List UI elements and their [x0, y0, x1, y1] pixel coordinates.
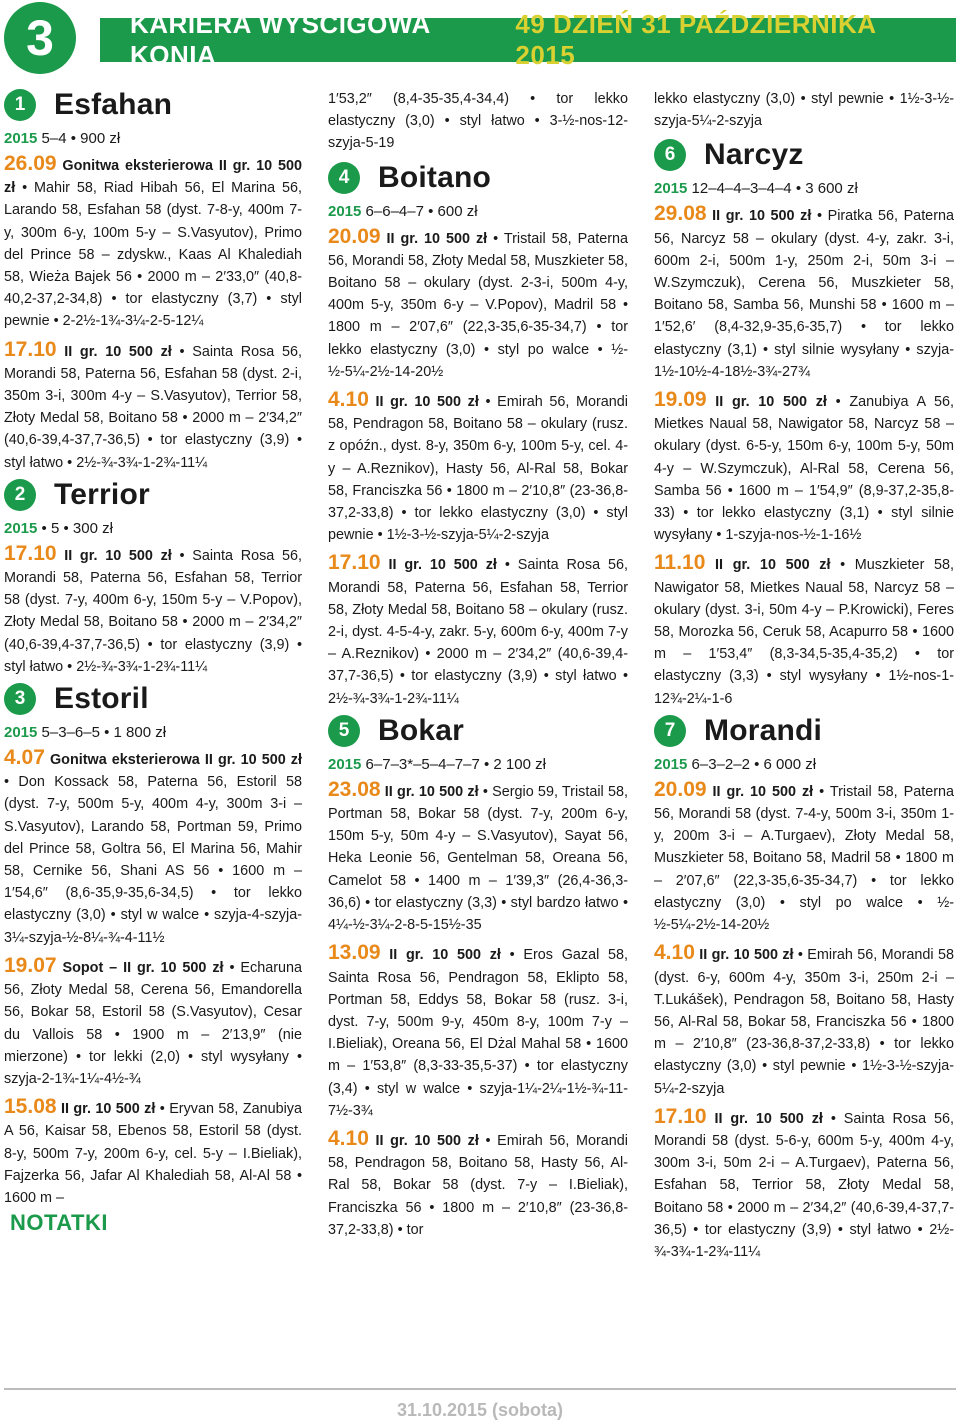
notes-label: NOTATKI	[10, 1210, 108, 1235]
horse-stats	[654, 756, 954, 773]
stats-text: 5–4 • 900 zł	[37, 130, 121, 147]
horse-stats	[4, 130, 302, 147]
race-header: II gr. 10 500 zł	[380, 783, 479, 800]
stats-text: 5–3–6–5 • 1 800 zł	[37, 724, 167, 742]
stats-year: 2015	[654, 180, 688, 198]
race-text: • Sainta Rosa 56, Morandi 58, Paterna 56, Esfahan 58 (dyst. 2-i, 350m 3-i, 300m 4-y – S.Vasyutov), Terrior 58, Złoty Medal 58, Boitano 58 • 2000 m – 2′34,2″ (40,6-39,4-37,7-36,5) • tor elastyczny (3,9) • styl łatwo • 2½-¾-3¾-1-2¾-11¼	[4, 343, 303, 471]
race-text: • Tristail 58, Paterna 56, Morandi 58 (dyst. 7-4-y, 500m 3-i, 350m 1-y, 200m 3-i – A.Turgaev), Złoty Medal 58, Muszkieter 58, Boitano 58, Madril 58 • 1800 m – 2′07,6″ (22,3-35,6-35-34,7) • tor lekko elastyczny (3,0) • styl po walce • ½-½-5¼-2½-14-20½	[654, 783, 955, 934]
race-header: II gr. 10 500 zł	[380, 947, 501, 964]
race-header: Sopot – II gr. 10 500 zł	[56, 959, 224, 976]
stats-year: 2015	[4, 130, 38, 147]
page-number: 3	[26, 10, 54, 66]
stats-year: 2015	[654, 755, 688, 773]
race-date: 17.10	[4, 541, 57, 565]
horse-header	[4, 682, 302, 716]
stats-year: 2015	[4, 724, 38, 742]
race-entry	[654, 779, 954, 936]
race-entry	[328, 389, 628, 546]
horse-name: Morandi	[704, 713, 823, 747]
race-date: 4.10	[328, 1126, 369, 1150]
race-text: • Don Kossack 58, Paterna 56, Estoril 58 (dyst. 7-y, 500m 5-y, 400m 4-y, 300m 3-i – S.Vasyutov), Larando 58, Portman 59, Primo del Prince 58, Goltra 56, El Marina 56, Mahir 58, Cernike 56, Shani AS 56 • 1600 m – 1′54,6″ (8,6-35,9-35,6-34,5) • tor lekko elastyczny (3,0) • styl w walce • szyja-4-szyja-3¼-szyja-½-8¼-¾-4-11½	[4, 774, 302, 946]
stats-text: • 5 • 300 zł	[37, 519, 113, 537]
horse-name: Boitano	[378, 160, 492, 194]
stats-text: 6–3–2–2 • 6 000 zł	[687, 755, 817, 773]
race-date: 4.10	[328, 388, 369, 412]
race-entry	[4, 1096, 302, 1209]
race-text: • Muszkieter 58, Nawigator 58, Mietkes Naual 58, Narcyz 58 – okulary (dyst. 3-i, 50m 4-y – P.Krowicki), Feres 58, Morozka 56, Ceruk 58, Acapurro 58 • 1600 m – 1′53,4″ (8,3-34,5-35,4-35,2) • tor elastyczny (3,3) • styl wysyłany • 1½-nos-1-12¾-2¼-1-6	[654, 557, 955, 707]
race-text: • Zanubiya A 56, Mietkes Naual 58, Nawigator 58, Narcyz 58 – okulary (dyst. 6-5-y, 150m 6-y, 100m 5-y, 50m 4-y – W.Szymczuk), Al-Ral 58, Cerena 56, Samba 56 • 1600 m – 1′54,9″ (8,9-37,2-35,8-33) • tor lekko elastyczny (3,1) • styl silnie wysyłany • 1-szyja-nos-½-1-16½	[654, 394, 954, 544]
race-text: • Piratka 56, Paterna 56, Narcyz 58 – okulary (dyst. 4-y, zakr. 3-i, 600m 2-i, 500m 1-y, 250m 2-i, 50m 3-i – W.Szymczuk), Cerena 56, Muszkieter 58, Boitano 58, Samba 56, Munshi 58 • 1600 m – 1′52,6′ (8,4-32,9-35,6-35,7) • tor lekko elastyczny (3,1) • styl silnie wysyłany • szyja-1½-10½-4-18½-3¾-27¾	[654, 208, 954, 380]
race-date: 23.08	[328, 777, 381, 801]
race-entry	[328, 1128, 628, 1241]
horse-number: 5	[328, 715, 360, 747]
race-entry	[4, 543, 302, 678]
horse-header	[4, 478, 302, 512]
horse-number: 4	[328, 162, 360, 194]
race-entry	[654, 1106, 954, 1263]
race-date: 17.10	[654, 1104, 707, 1128]
header-bar	[100, 9, 956, 70]
horse-header	[328, 714, 628, 748]
race-entry	[328, 779, 628, 936]
horse-stats	[654, 180, 954, 197]
header-title: KARIERA WYŚCIGOWA KONIA	[130, 9, 430, 70]
race-text: • Sainta Rosa 56, Morandi 58, Paterna 56, Esfahan 58, Terrior 58, Złoty Medal 58, Boitano 58 – okulary (rusz. 2-i, dyst. 4-5-4-y, zakr. 5-y, 600m 6-y, 400m 7-y – A.Reznikov) • 2000 m – 2′34,2″ (40,6-39,4-37,7-36,5) • tor elastyczny (3,9) • styl łatwo • 2½-¾-3¾-1-2¾-11¼	[328, 557, 629, 707]
race-date: 17.10	[328, 551, 381, 575]
continuation-text: 1′53,2″ (8,4-35-35,4-34,4) • tor lekko elastyczny (3,0) • styl łatwo • 3-½-nos-12-szyja-5-19	[328, 91, 628, 152]
race-entry	[4, 339, 302, 474]
race-date: 20.09	[328, 224, 381, 248]
race-header: II gr. 10 500 zł	[705, 557, 831, 574]
race-header: II gr. 10 500 zł	[706, 1110, 823, 1127]
footer-divider	[4, 1388, 956, 1390]
stats-text: 6–6–4–7 • 600 zł	[361, 202, 478, 220]
race-header: II gr. 10 500 zł	[706, 208, 812, 225]
race-header: Gonitwa eksterierowa II gr. 10 500 zł	[44, 752, 302, 769]
horse-header	[4, 88, 302, 122]
race-text: • Emirah 56, Morandi 58 (dyst. 6-y, 600m 4-y, 350m 3-i, 250m 2-i – T.Lukášek), Pendragon 58, Boitano 58, Hasty 56, Al-Ral 58, Bokar 58, Franciszka 56 • 1800 m – 2′10,8″ (23-36,8-37,2-33,8) • tor lekko elastyczny (3,0) • styl pewnie • 1½-3-½-szyja-5¼-2-szyja	[654, 947, 954, 1097]
horse-number: 3	[4, 683, 36, 715]
horse-block-terrior	[4, 478, 302, 678]
horse-block-estoril	[4, 682, 302, 1209]
horse-stats	[328, 203, 628, 220]
horse-header	[328, 161, 628, 195]
column-3	[654, 88, 954, 1267]
race-date: 26.09	[4, 152, 57, 175]
horse-number: 7	[654, 715, 686, 747]
horse-stats	[4, 724, 302, 741]
race-date: 19.09	[654, 388, 707, 412]
race-entry	[654, 552, 954, 709]
race-date: 17.10	[4, 337, 57, 361]
race-header: II gr. 10 500 zł	[56, 1101, 156, 1118]
footer-date: 31.10.2015 (sobota)	[396, 1400, 564, 1420]
race-header: II gr. 10 500 zł	[368, 394, 479, 411]
race-date: 15.08	[4, 1095, 57, 1119]
race-entry	[4, 153, 302, 333]
header-date: 49 DZIEŃ 31 PAŹDZIERNIKA 2015	[515, 9, 876, 70]
horse-number: 1	[4, 89, 36, 121]
horse-block-morandi	[654, 714, 954, 1263]
race-entry	[654, 389, 954, 546]
race-date: 20.09	[654, 777, 707, 801]
column-2	[328, 88, 628, 1245]
continuation-text: lekko elastyczny (3,0) • styl pewnie • 1½-3-½-szyja-5¼-2-szyja	[654, 91, 954, 130]
race-header: II gr. 10 500 zł	[380, 230, 488, 247]
race-date: 29.08	[654, 202, 707, 226]
race-header: II gr. 10 500 zł	[694, 947, 794, 964]
race-text: • Eryvan 58, Zanubiya A 56, Kaisar 58, Ebenos 58, Estoril 58 (dyst. 8-y, 500m 7-y, 200m 6-y, cel. 5-y – I.Bieliak), Fajzerka 56, Jafar Al Khalediah 58, Al-Al 58 • 1600 m –	[4, 1101, 303, 1206]
race-text: • Sainta Rosa 56, Morandi 58, Paterna 56, Esfahan 58, Terrior 58 (dyst. 7-y, 400m 6-y, 150m 5-y – V.Popov), Złoty Medal 58, Boitano 58 • 2000 m – 2′34,2″ (40,6-39,4-37,7-36,5) • tor elastyczny (3,9) • styl łatwo • 2½-¾-3¾-1-2¾-11¼	[4, 547, 303, 675]
race-text: • Tristail 58, Paterna 56, Morandi 58, Złoty Medal 58, Muszkieter 58, Boitano 58 – okulary (dyst. 2-3-i, 500m 4-y, 400m 5-y, 350m 6-y – V.Popov), Madril 58 • 1800 m – 2′07,6″ (22,3-35,6-35-34,7) • tor lekko elastyczny (3,0) • styl po walce • ½-½-5¼-2½-14-20½	[328, 230, 629, 380]
race-text: • Eros Gazal 58, Sainta Rosa 56, Pendragon 58, Eklipto 58, Portman 58, Eddys 58, Bokar 58 (rusz. 3-i, dyst. 7-y, 500m 9-y, 450m 8-y, 100m 7-y – I.Bieliak), Oreana 56, El Dżal Mahal 58 • 1600 m – 1′53,8″ (8,3-33-35,5-37) • tor elastyczny (3,4) • styl w walce • szyja-1¼-2¼-1½-¾-11-7½-3¾	[328, 947, 629, 1119]
horse-name: Bokar	[378, 713, 465, 747]
race-text: • Sergio 59, Tristail 58, Portman 58, Bokar 58 (dyst. 7-y, 200m 6-y, 150m 5-y, 50m 4-y – S.Vasyutov), Sayat 56, Heka Leonie 56, Gentelman 58, Oreana 56, Camelot 58 • 1400 m – 1′39,3″ (26,4-36,3-36,6) • tor elastyczny (3,3) • styl bardzo łatwo • 4¼-½-3¼-2-8-5-15½-35	[328, 783, 629, 934]
horse-header	[654, 714, 954, 748]
race-text: • Echaruna 56, Złoty Medal 58, Cerena 56, Emandorella 56, Bokar 58, Estoril 58 (S.Vasyutov), Cesar du Vallois 58 • 1900 m – 2′13,9″ (nie mierzone) • tor lekki (2,0) • styl wysyłany • szyja-2-1¾-1¼-4½-¾	[4, 959, 302, 1087]
race-header: Gonitwa eksterierowa II gr. 10 500 zł	[4, 158, 302, 197]
race-header: II gr. 10 500 zł	[56, 547, 172, 564]
horse-block-esfahan	[4, 88, 302, 474]
race-text: • Emirah 56, Morandi 58, Pendragon 58, Boitano 58 – okulary (rusz. z opóźn., dyst. 8-y, 350m 6-y, 100m 5-y, cel. 4-y – A.Reznikov), Hasty 56, Al-Ral 58, Bokar 58, Franciszka 56 • 1800 m – 2′10,8″ (23-36,8-37,2-33,8) • tor lekko elastyczny (3,0) • styl pewnie • 1½-3-½-szyja-5¼-2-szyja	[328, 394, 629, 544]
horse-stats	[328, 756, 628, 773]
race-date: 4.10	[654, 941, 695, 965]
horse-name: Estoril	[54, 682, 149, 716]
race-header: II gr. 10 500 zł	[706, 783, 814, 800]
horse-name: Terrior	[54, 477, 150, 511]
page-number-badge	[4, 2, 76, 74]
horse-number: 2	[4, 479, 36, 511]
horse-name: Narcyz	[704, 138, 804, 172]
horse-header	[654, 138, 954, 172]
horse-block-boitano	[328, 161, 628, 710]
race-header: II gr. 10 500 zł	[56, 343, 172, 360]
stats-text: 12–4–4–3–4–4 • 3 600 zł	[687, 180, 858, 198]
stats-year: 2015	[4, 519, 38, 537]
race-header: II gr. 10 500 zł	[706, 394, 827, 411]
race-header: II gr. 10 500 zł	[368, 1132, 479, 1149]
stats-year: 2015	[328, 755, 362, 773]
race-text: • Emirah 56, Morandi 58, Pendragon 58, Boitano 58, Hasty 56, Al-Ral 58, Bokar 58 (dyst. 7-y – I.Bieliak), Franciszka 56 • 1800 m – 2′10,8″ (23-36,8-37,2-33,8) • tor	[328, 1132, 629, 1238]
race-date: 4.07	[4, 746, 45, 770]
horse-number: 6	[654, 139, 686, 171]
race-entry	[328, 226, 628, 383]
race-entry	[654, 203, 954, 383]
stats-year: 2015	[328, 202, 362, 220]
race-header: II gr. 10 500 zł	[380, 557, 497, 574]
horse-name: Esfahan	[54, 88, 173, 121]
horse-block-bokar	[328, 714, 628, 1241]
race-text: • Mahir 58, Riad Hibah 56, El Marina 56, Larando 58, Esfahan 58 (dyst. 7-8-y, 400m 7-y, 300m 6-y, 100m 5-y – S.Vasyutov), Primo del Prince 58 – zdyskw., Kaas Al Khalediah 58, Wieża Bajek 56 • 2000 m – 2′33,0″ (40,8-40,2-37,2-34,8) • tor elastyczny (3,7) • styl pewnie • 2-2½-1¾-3¼-2-5-12¼	[4, 180, 302, 330]
column-1	[4, 88, 302, 1213]
race-entry	[328, 552, 628, 709]
race-date: 11.10	[654, 551, 706, 575]
race-entry	[328, 942, 628, 1122]
race-entry	[4, 747, 302, 949]
race-date: 13.09	[328, 941, 381, 965]
horse-stats	[4, 520, 302, 537]
race-text: • Sainta Rosa 56, Morandi 58 (dyst. 5-6-y, 600m 5-y, 400m 4-y, 300m 3-i, 50m 2-i – A.Turgaev), Paterna 56, Esfahan 58, Terrior 58, Złoty Medal 58, Boitano 58 • 2000 m – 2′34,2″ (40,6-39,4-37,7-36,5) • tor elastyczny (3,9) • styl łatwo • 2½-¾-3¾-1-2¾-11¼	[654, 1110, 955, 1260]
stats-text: 6–7–3*–5–4–7–7 • 2 100 zł	[361, 755, 546, 773]
race-date: 19.07	[4, 953, 57, 977]
horse-block-narcyz	[654, 138, 954, 709]
race-entry	[4, 955, 302, 1090]
race-entry	[654, 942, 954, 1099]
